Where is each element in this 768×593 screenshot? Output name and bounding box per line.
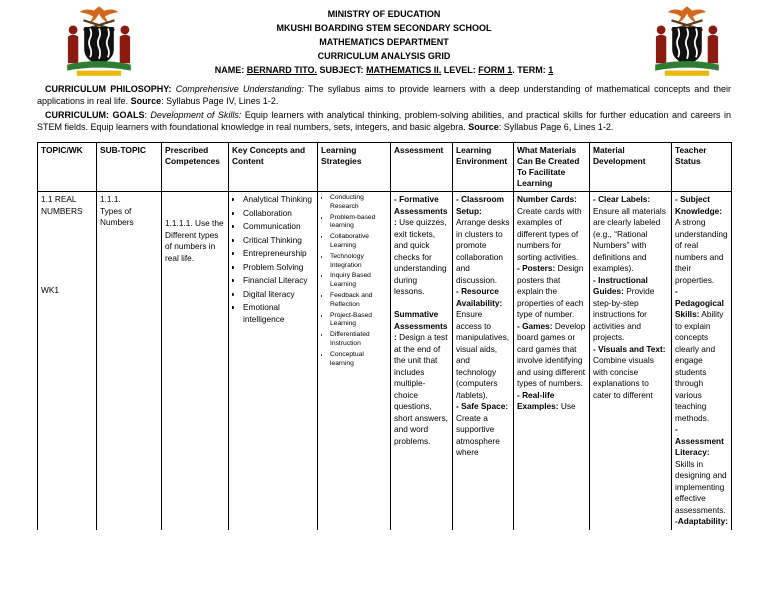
sub-topic-content: 1.1.1. Types of Numbers <box>100 194 134 227</box>
material-development-content: - Clear Labels: Ensure all materials are clearly labeled (e.g., “Rational Numbers” with definitions and examples). - Instructional Guides: Provide step-by-step instructions for activities and projects. - Visuals and Text: Combine visuals with concise explanations to cater to different <box>593 194 666 400</box>
col-header-learning-environment: Learning Environment <box>453 143 514 192</box>
key-concepts-content <box>232 194 314 528</box>
coat-of-arms-graphic <box>62 4 136 78</box>
topic-text: 1.1 REAL NUMBERS <box>41 194 83 216</box>
coat-of-arms-graphic <box>650 4 724 78</box>
document-title: CURRICULUM ANALYSIS GRID <box>317 51 451 61</box>
col-header-prescribed-competences: Prescribed Competences <box>162 143 229 192</box>
col-header-topic-wk: TOPIC/WK <box>38 143 97 192</box>
col-header-sub-topic: SUB-TOPIC <box>97 143 162 192</box>
materials-created-content: Number Cards: Create cards with examples of different types of numbers for sorting activities. - Posters: Design posters that explain the properties of each type of number. - Games: Develop board games or card games that involve identifying and using different types of numbers. - Real-life Examples: Use <box>517 194 586 411</box>
teacher-info-line: NAME: BERNARD TITO. SUBJECT: MATHEMATICS II. LEVEL: FORM 1. TERM: 1 <box>214 65 554 75</box>
table-body-row <box>38 192 732 531</box>
learning-strategies-list: • Conducting Research • Problem-based learning • Collaborative Learning • Technology Integration • Inquiry Based Learning • Feedback and Reflection • Project-Based Learning • Differentiated Instruction • Conceptual learning <box>321 194 387 368</box>
cell-key-concepts <box>229 192 318 531</box>
col-header-learning-strategies: Learning Strategies <box>318 143 391 192</box>
curriculum-goals-paragraph: CURRICULUM: GOALS: Development of Skills: Equip learners with analytical thinking, problem-solving abilities, and practical skills for further education and careers in STEM fields. Equip learners with foundational knowledge in real numbers, sets, integers, and basic algebra. Source: Syllabus Page 6, Lines 1-2. <box>37 110 731 132</box>
teacher-status-content: - Subject Knowledge: A strong understanding of real numbers and their properties. - Pedagogical Skills: Ability to explain concepts clearly and engage students through various teaching methods. - Assessment Literacy: Skills in designing and implementing effective assessments. -Adaptability: <box>675 194 728 526</box>
cell-material-development <box>590 192 672 531</box>
assessment-content: - Formative Assessments: Use quizzes, exit tickets, and quick checks for understanding during lessons. Summative Assessments: Design a test at the end of the unit that includes multiple-choice questions, short answers, and word problems. <box>394 194 448 446</box>
week-text: WK1 <box>41 285 59 295</box>
col-header-assessment: Assessment <box>391 143 453 192</box>
curriculum-philosophy-paragraph: CURRICULUM PHILOSOPHY: Comprehensive Understanding: The syllabus aims to provide learners with a deep understanding of mathematical concepts and their applications in real life. Source: Syllabus Page IV, Lines 1-2. <box>37 84 732 106</box>
curriculum-analysis-table <box>37 142 732 530</box>
cell-materials-created <box>514 192 590 531</box>
department-name: MATHEMATICS DEPARTMENT <box>319 37 449 47</box>
ministry-title: MINISTRY OF EDUCATION <box>327 9 441 19</box>
table-header-row <box>38 143 732 192</box>
col-header-teacher-status: Teacher Status <box>672 143 732 192</box>
coat-of-arms-icon-right <box>650 4 724 78</box>
col-header-key-concepts: Key Concepts and Content <box>229 143 318 192</box>
cell-assessment <box>391 192 453 531</box>
cell-prescribed-competences <box>162 192 229 531</box>
col-header-materials-created: What Materials Can Be Created To Facilitate Learning <box>514 143 590 192</box>
cell-sub-topic <box>97 192 162 531</box>
key-concepts-list: • Analytical Thinking • Collaboration • Communication • Critical Thinking • Entrepreneurship • Problem Solving • Financial Literacy • Digital literacy • Emotional intelligence <box>232 194 314 325</box>
learning-strategies-content <box>321 194 387 528</box>
cell-learning-environment <box>453 192 514 531</box>
competences-content: 1.1.1.1. Use the Different types of numbers in real life. <box>165 218 224 263</box>
topic-wk-content <box>41 194 93 528</box>
cell-learning-strategies <box>318 192 391 531</box>
cell-teacher-status <box>672 192 732 531</box>
col-header-material-development: Material Development <box>590 143 672 192</box>
learning-environment-content: - Classroom Setup: Arrange desks in clusters to promote collaboration and discussion. - Resource Availability: Ensure access to manipulatives, visual aids, and technology (computers /tablets). - Safe Space: Create a supportive atmosphere where <box>456 194 510 457</box>
coat-of-arms-icon-left <box>62 4 136 78</box>
cell-topic-wk <box>38 192 97 531</box>
school-name: MKUSHI BOARDING STEM SECONDARY SCHOOL <box>276 23 492 33</box>
